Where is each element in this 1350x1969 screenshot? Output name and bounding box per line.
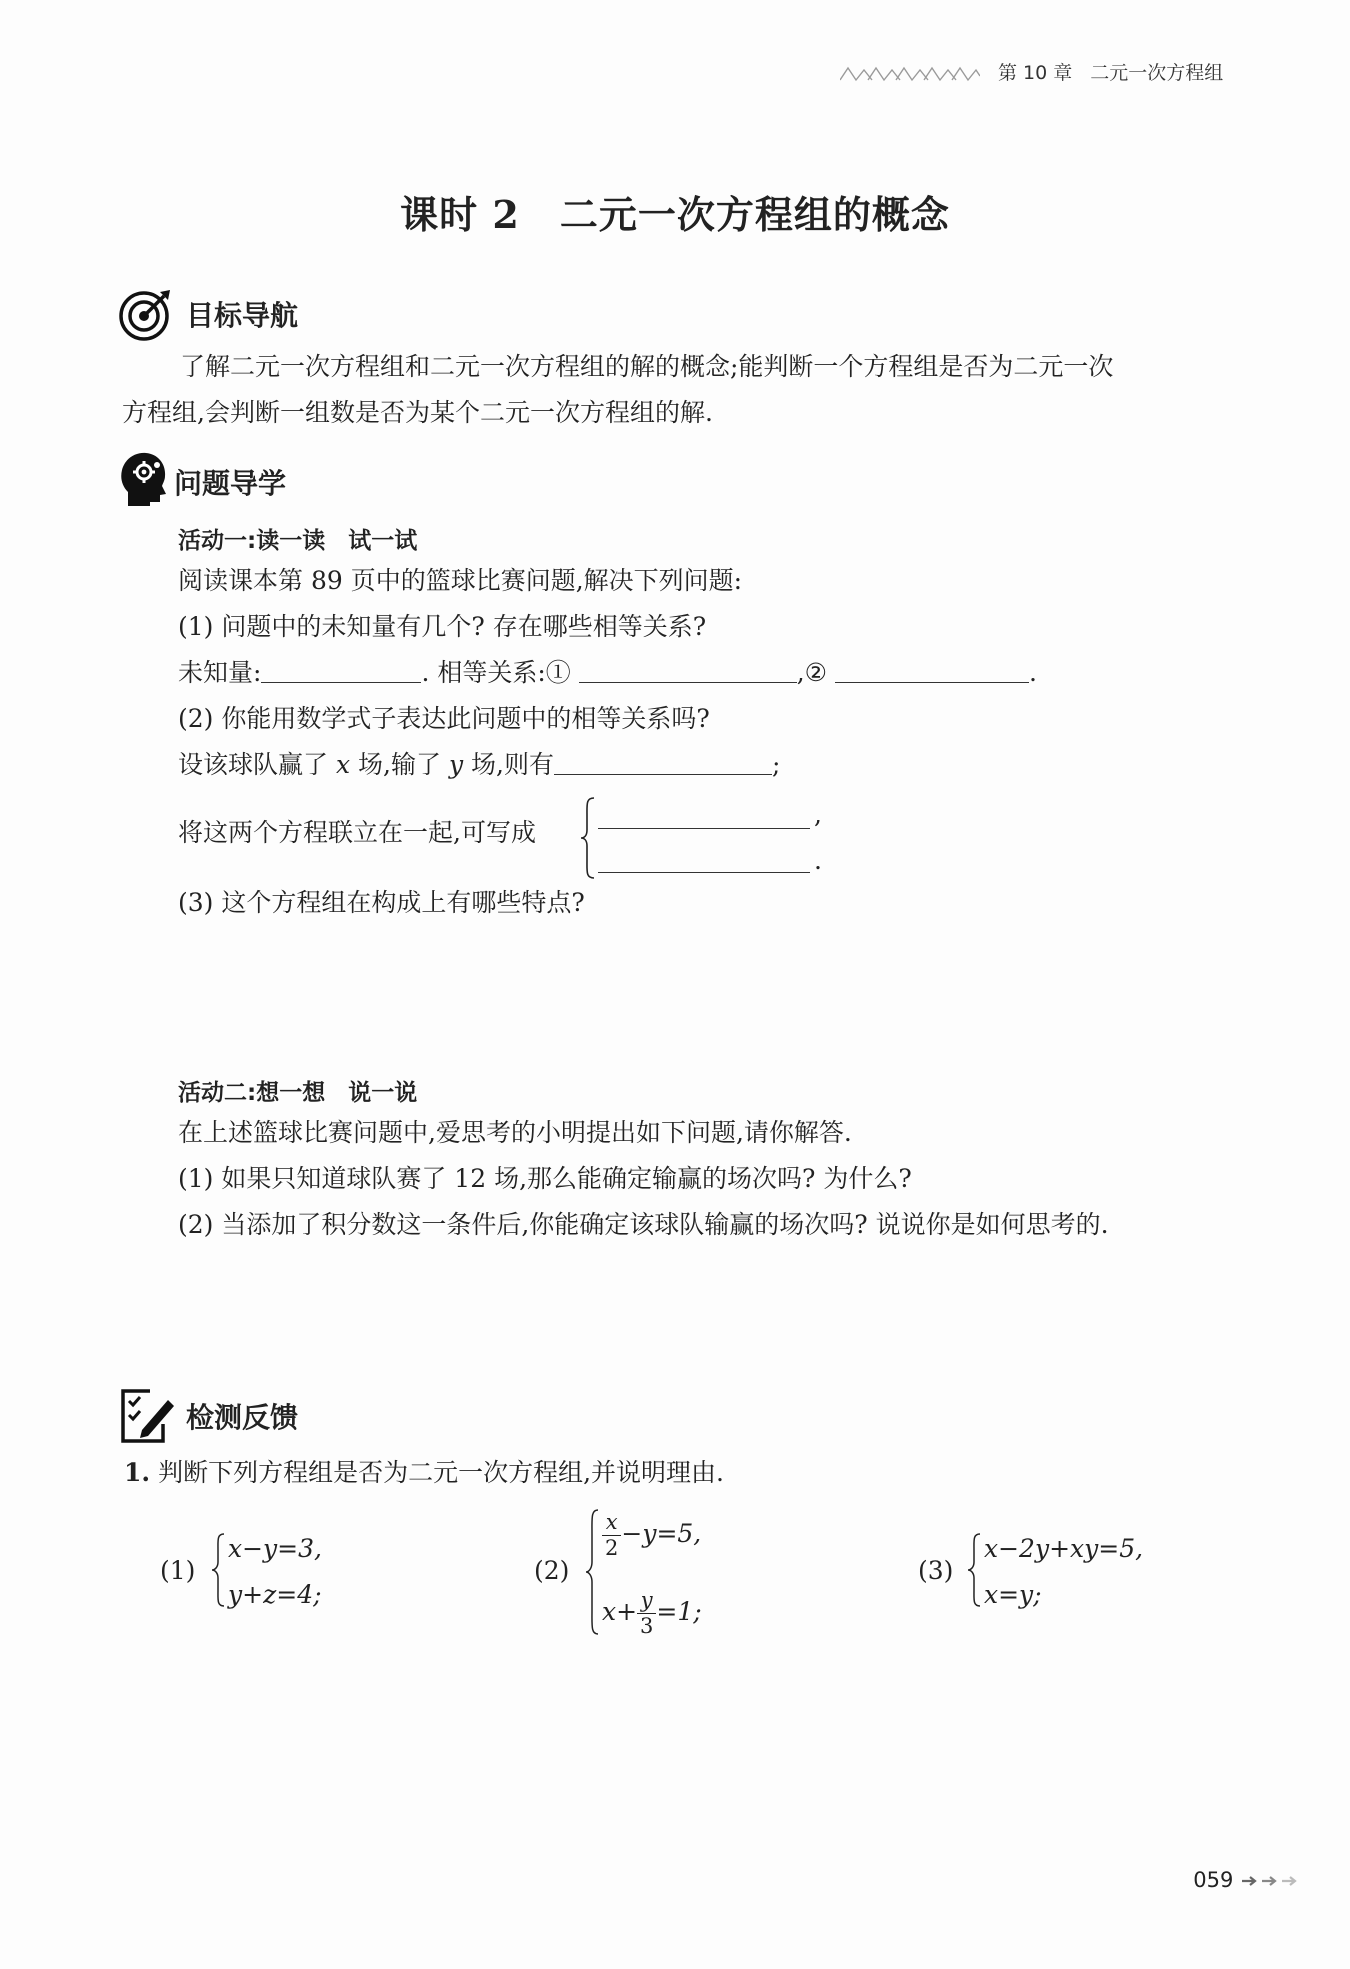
system-blank-1[interactable] (598, 804, 810, 829)
check-heading: 检测反馈 (186, 1401, 299, 1434)
system2-fraction-y-over-3: $\frac{y}{3}$ (637, 1590, 656, 1637)
relation1-blank[interactable] (579, 658, 797, 683)
activity1-question1: (1) 问题中的未知量有几个? 存在哪些相等关系? (178, 612, 707, 641)
system3-label: (3) (918, 1556, 954, 1585)
checklist-pen-icon (120, 1388, 176, 1444)
lesson-title (0, 184, 1350, 239)
activity2-question1: (1) 如果只知道球队赛了 12 场,那么能确定输赢的场次吗? 为什么? (178, 1164, 912, 1193)
head-gear-icon (120, 452, 166, 508)
activity2-question2: (2) 当添加了积分数这一条件后,你能确定该球队输赢的场次吗? 说说你是如何思考的. (178, 1210, 1109, 1239)
goal-text-line1: 了解二元一次方程组和二元一次方程组的解的概念;能判断一个方程组是否为二元一次 (180, 352, 1114, 381)
system1-brace (210, 1532, 228, 1608)
unknown-label: 未知量: (178, 658, 262, 687)
problem1-number: 1. (124, 1458, 151, 1487)
relation-label: . 相等关系:① (421, 658, 571, 687)
setup-text-a: 设该球队赢了 (178, 750, 329, 779)
activity1-intro: 阅读课本第 89 页中的篮球比赛问题,解决下列问题: (178, 566, 743, 595)
system-blank-2[interactable] (598, 848, 810, 873)
activity1-question3: (3) 这个方程组在构成上有哪些特点? (178, 888, 585, 917)
goal-text-line2: 方程组,会判断一组数是否为某个二元一次方程组的解. (122, 398, 713, 427)
study-heading: 问题导学 (174, 467, 287, 500)
setup-text-b: 场,输了 (358, 750, 441, 779)
system3-equation2: x=y; (984, 1580, 1042, 1609)
relation-end-period: . (1029, 658, 1037, 687)
system2-brace (584, 1508, 602, 1636)
combine-comma: , (814, 800, 822, 829)
activity2-title: 活动二:想一想 说一说 (178, 1080, 418, 1106)
system2-label: (2) (534, 1556, 570, 1585)
system1-label: (1) (160, 1556, 196, 1585)
target-icon (118, 286, 174, 342)
system2-eq1-rest: −y=5, (621, 1519, 702, 1548)
system3-equation1: x−2y+xy=5, (984, 1534, 1144, 1563)
relation-separator: ,② (796, 658, 828, 687)
problem1-text: 判断下列方程组是否为二元一次方程组,并说明理由. (158, 1458, 724, 1487)
chapter-title: 二元一次方程组 (1090, 62, 1224, 84)
lesson-number: 课时 2 (400, 192, 520, 237)
variable-x: x (335, 750, 351, 779)
header-mountain-decoration (840, 64, 980, 82)
problem1-statement (124, 1458, 724, 1488)
system2-fraction-x-over-2: $\frac{x}{2}$ (602, 1512, 621, 1559)
system2-equation2 (602, 1590, 702, 1637)
system2-eq2-rest: =1; (656, 1597, 702, 1626)
setup-text-c: 场,则有 (471, 750, 554, 779)
system3-brace (966, 1532, 984, 1608)
equation-blank[interactable] (554, 750, 772, 775)
lesson-name: 二元一次方程组的概念 (559, 192, 950, 237)
combine-period: . (814, 846, 822, 875)
goal-heading: 目标导航 (186, 299, 299, 332)
setup-semicolon: ; (771, 750, 781, 779)
activity1-question2: (2) 你能用数学式子表达此问题中的相等关系吗? (178, 704, 710, 733)
page-arrows-icon (1240, 1874, 1300, 1888)
unknown-blank[interactable] (261, 658, 421, 683)
activity2-intro: 在上述篮球比赛问题中,爱思考的小明提出如下问题,请你解答. (178, 1118, 852, 1147)
chapter-header (998, 58, 1223, 85)
page-number-text: 059 (1193, 1868, 1234, 1892)
system1-equation2: y+z=4; (228, 1580, 322, 1609)
activity1-title: 活动一:读一读 试一试 (178, 528, 418, 554)
equation-setup-line (178, 750, 780, 780)
unknown-relation-line (178, 658, 1037, 688)
system2-eq2-pre: x+ (602, 1597, 638, 1626)
page-number (1193, 1868, 1300, 1892)
left-brace (578, 796, 598, 880)
chapter-number: 第 10 章 (998, 62, 1073, 84)
system1-equation1: x−y=3, (228, 1534, 322, 1563)
relation2-blank[interactable] (835, 658, 1029, 683)
variable-y: y (448, 750, 464, 779)
combine-label: 将这两个方程联立在一起,可写成 (178, 818, 536, 847)
system2-equation1 (602, 1512, 701, 1559)
